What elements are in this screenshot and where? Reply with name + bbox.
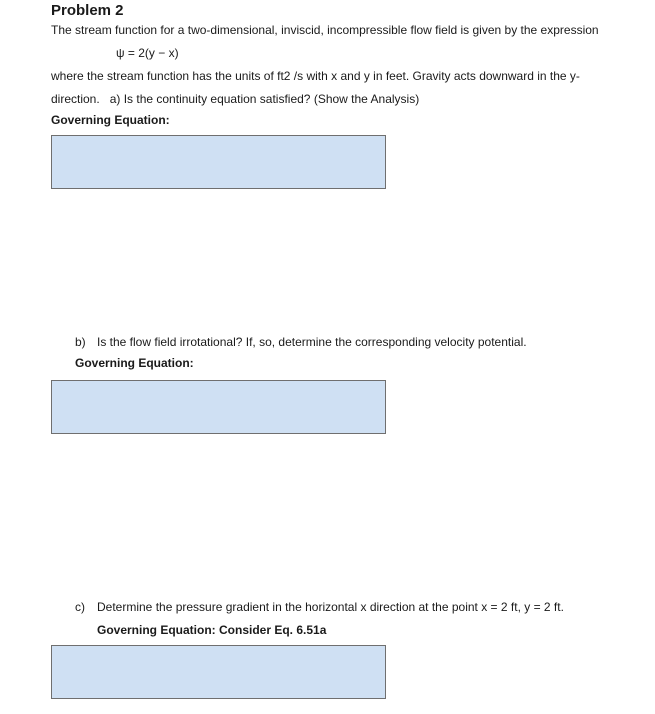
part-c-governing-label: Governing Equation: Consider Eq. 6.51a <box>97 623 327 637</box>
problem-description-line1: where the stream function has the units of ft2 /s with x and y in feet. Gravity acts downward in the y- <box>51 69 580 83</box>
part-c-marker: c) <box>75 600 85 614</box>
stream-function-equation: ψ = 2(y − x) <box>116 46 179 60</box>
part-a-governing-label: Governing Equation: <box>51 113 170 127</box>
part-c-question: Determine the pressure gradient in the horizontal x direction at the point x = 2 ft, y = 2 ft. <box>97 600 564 614</box>
problem-description-line2: direction. a) Is the continuity equation satisfied? (Show the Analysis) <box>51 92 420 106</box>
part-a-answer-box[interactable] <box>51 135 386 189</box>
part-b-governing-label: Governing Equation: <box>75 356 194 370</box>
problem-intro: The stream function for a two-dimensional, inviscid, incompressible flow field is given by the expression <box>51 23 599 37</box>
problem-title: Problem 2 <box>51 2 124 19</box>
part-b-marker: b) <box>75 335 86 349</box>
part-b-question: Is the flow field irrotational? If, so, determine the corresponding velocity potential. <box>97 335 527 349</box>
part-b-answer-box[interactable] <box>51 380 386 434</box>
part-c-answer-box[interactable] <box>51 645 386 699</box>
